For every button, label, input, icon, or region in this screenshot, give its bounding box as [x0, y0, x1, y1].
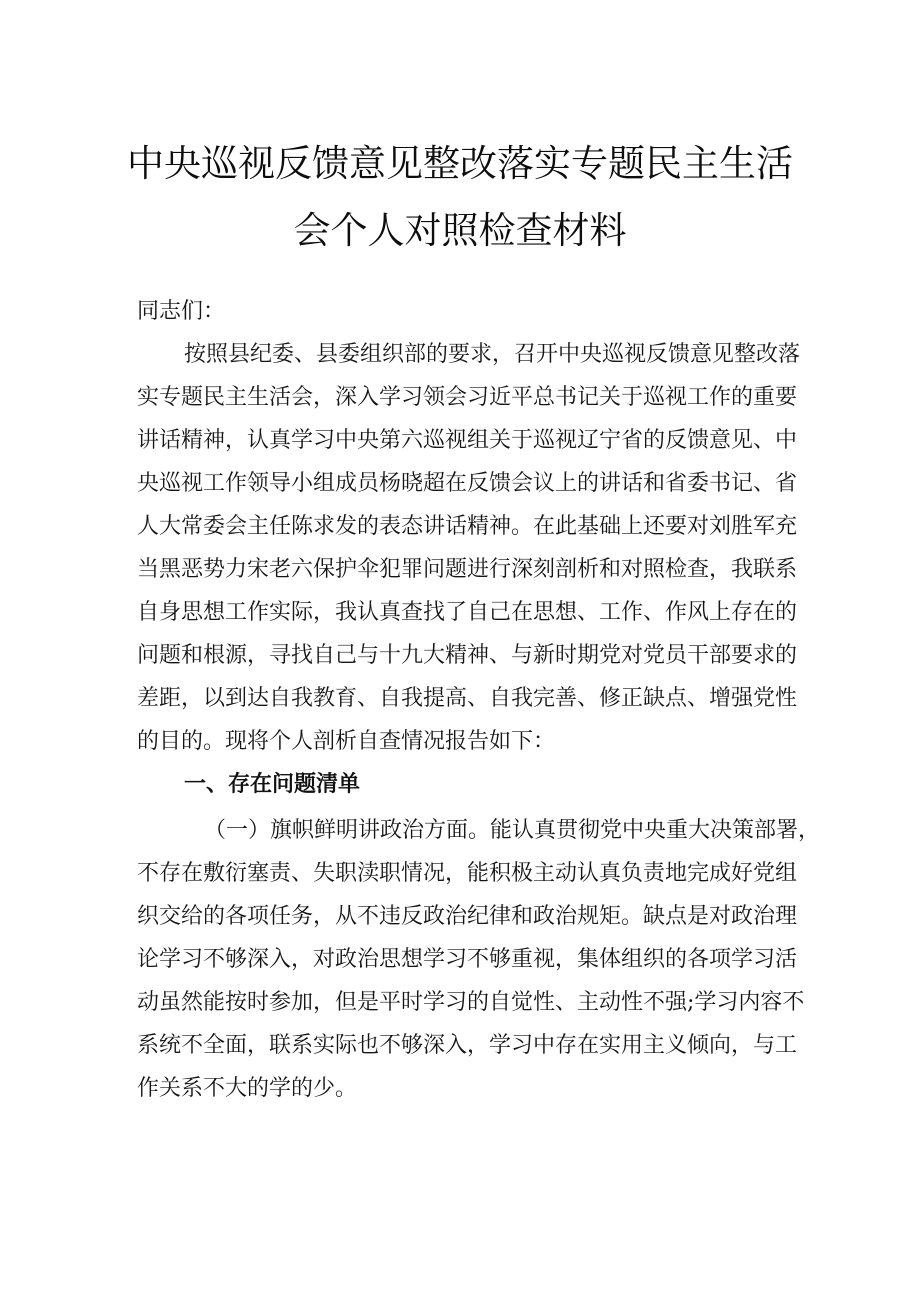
- intro-line: 人大常委会主任陈求发的表态讲话精神。在此基础上还要对刘胜军充: [137, 514, 798, 539]
- intro-line: 实专题民主生活会，深入学习领会习近平总书记关于巡视工作的重要: [137, 385, 798, 410]
- intro-line: 问题和根源，寻找自己与十九大精神、与新时期党对党员干部要求的: [137, 643, 798, 668]
- section-heading: 一、存在问题清单: [184, 772, 361, 797]
- intro-line: 差距，以到达自我教育、自我提高、自我完善、修正缺点、增强党性: [137, 686, 798, 711]
- section-paragraph-line: 系统不全面，联系实际也不够深入，学习中存在实用主义倾向，与工: [137, 1033, 798, 1058]
- salutation: 同志们：: [137, 299, 226, 324]
- section-paragraph-line: 作关系不大的学的少。: [137, 1076, 358, 1101]
- section-paragraph-line: 织交给的各项任务，从不违反政治纪律和政治规矩。缺点是对政治理: [137, 904, 798, 929]
- intro-line: 的目的。现将个人剖析自查情况报告如下：: [137, 729, 556, 754]
- intro-line: 讲话精神，认真学习中央第六巡视组关于巡视辽宁省的反馈意见、中: [137, 428, 798, 453]
- section-paragraph-line: （一）旗帜鲜明讲政治方面。能认真贯彻党中央重大决策部署，: [204, 818, 821, 843]
- intro-line: 当黑恶势力宋老六保护伞犯罪问题进行深刻剖析和对照检查，我联系: [137, 557, 798, 582]
- intro-line: 央巡视工作领导小组成员杨晓超在反馈会议上的讲话和省委书记、省: [137, 471, 798, 496]
- document-title-line-2: 会个人对照检查材料: [293, 209, 627, 252]
- section-paragraph-line: 动虽然能按时参加，但是平时学习的自觉性、主动性不强;学习内容不: [137, 990, 805, 1015]
- section-paragraph-line: 论学习不够深入，对政治思想学习不够重视，集体组织的各项学习活: [137, 947, 798, 972]
- document-title-line-1: 中央巡视反馈意见整改落实专题民主生活: [127, 142, 793, 185]
- section-paragraph-line: 不存在敷衍塞责、失职渎职情况，能积极主动认真负责地完成好党组: [137, 861, 798, 886]
- intro-line: 自身思想工作实际，我认真查找了自己在思想、工作、作风上存在的: [137, 600, 798, 625]
- intro-line: 按照县纪委、县委组织部的要求，召开中央巡视反馈意见整改落: [184, 342, 801, 367]
